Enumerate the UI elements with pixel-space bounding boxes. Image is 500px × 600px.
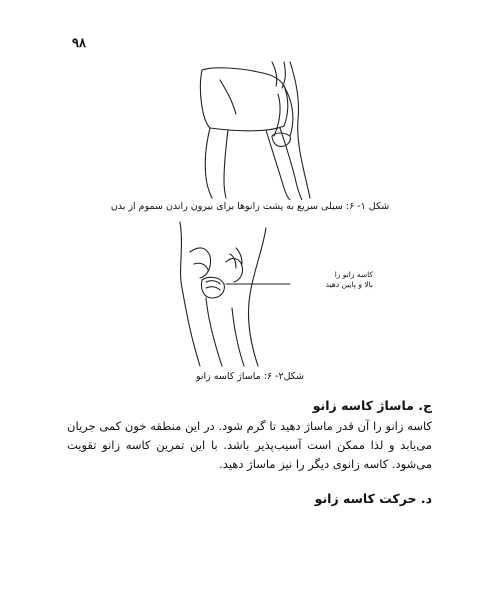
figure1-caption: شکل ۱- ۶: سیلی سریع به پشت زانوها برای بیرون راندن سموم از بدن bbox=[110, 201, 390, 212]
section-c-text: کاسه زانو را آن قدر ماساژ دهید تا گرم شود. در این منطقه خون کمی جریان می‌یابد و لذا ممکن است آسیب‌پذیر باشد. با این تمرین کاسه زانو تقویت می‌شود. کاسه زانوی دیگر را نیز ماساژ دهید. bbox=[67, 419, 432, 471]
figure-knee-slap-illustration bbox=[180, 60, 330, 200]
page-number: ۹۸ bbox=[72, 36, 86, 51]
section-d-heading: د. حرکت کاسه زانو bbox=[314, 491, 432, 506]
figure2-caption: شکل۲- ۶: ماساژ کاسه زانو bbox=[195, 371, 304, 382]
callout-line-1: کاسه زانو را bbox=[334, 270, 373, 279]
section-c-heading: ج. ماساژ کاسه زانو bbox=[312, 398, 432, 413]
figure-kneecap-massage-illustration bbox=[150, 218, 360, 368]
callout-line-2: بالا و پایین دهید bbox=[325, 280, 373, 289]
kneecap-callout bbox=[298, 270, 373, 290]
section-c-paragraph bbox=[67, 417, 432, 474]
